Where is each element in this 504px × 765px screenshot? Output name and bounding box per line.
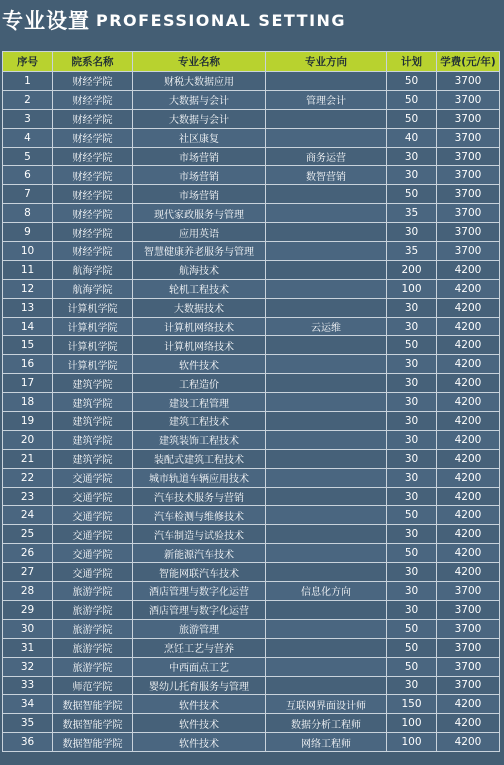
cell-department: 计算机学院 [53, 336, 133, 355]
table-row [3, 430, 500, 449]
table-row [3, 355, 500, 374]
cell-direction [266, 336, 387, 355]
cell-department: 财经学院 [53, 109, 133, 128]
cell-plan: 50 [387, 619, 437, 638]
cell-plan: 100 [387, 279, 437, 298]
cell-tuition: 4200 [437, 279, 500, 298]
cell-tuition: 3700 [437, 72, 500, 91]
cell-index: 23 [3, 487, 53, 506]
cell-department: 航海学院 [53, 279, 133, 298]
cell-major: 新能源汽车技术 [133, 544, 266, 563]
table-row [3, 733, 500, 752]
cell-index: 19 [3, 412, 53, 431]
cell-direction: 管理会计 [266, 90, 387, 109]
cell-plan: 30 [387, 223, 437, 242]
cell-index: 2 [3, 90, 53, 109]
cell-direction [266, 204, 387, 223]
cell-direction [266, 525, 387, 544]
cell-plan: 50 [387, 336, 437, 355]
cell-plan: 200 [387, 260, 437, 279]
cell-index: 15 [3, 336, 53, 355]
cell-direction [266, 279, 387, 298]
table-row [3, 393, 500, 412]
cell-major: 计算机网络技术 [133, 317, 266, 336]
cell-plan: 30 [387, 582, 437, 601]
cell-plan: 30 [387, 600, 437, 619]
cell-major: 中西面点工艺 [133, 657, 266, 676]
cell-plan: 150 [387, 695, 437, 714]
table-row [3, 242, 500, 261]
cell-plan: 30 [387, 393, 437, 412]
cell-major: 智能网联汽车技术 [133, 563, 266, 582]
cell-department: 师范学院 [53, 676, 133, 695]
table-row [3, 185, 500, 204]
cell-index: 10 [3, 242, 53, 261]
cell-department: 旅游学院 [53, 638, 133, 657]
cell-index: 21 [3, 449, 53, 468]
cell-department: 财经学院 [53, 147, 133, 166]
cell-index: 17 [3, 374, 53, 393]
cell-tuition: 3700 [437, 242, 500, 261]
cell-department: 交通学院 [53, 563, 133, 582]
cell-index: 27 [3, 563, 53, 582]
cell-direction [266, 430, 387, 449]
cell-department: 建筑学院 [53, 449, 133, 468]
cell-major: 工程造价 [133, 374, 266, 393]
cell-direction [266, 544, 387, 563]
cell-tuition: 4200 [437, 355, 500, 374]
header-tuition: 学费(元/年) [437, 52, 500, 72]
cell-index: 22 [3, 468, 53, 487]
cell-department: 财经学院 [53, 223, 133, 242]
table-row [3, 563, 500, 582]
cell-department: 计算机学院 [53, 317, 133, 336]
header-direction: 专业方向 [266, 52, 387, 72]
table-row [3, 109, 500, 128]
cell-major: 城市轨道车辆应用技术 [133, 468, 266, 487]
major-table [2, 51, 500, 752]
cell-plan: 40 [387, 128, 437, 147]
cell-direction [266, 600, 387, 619]
cell-direction [266, 355, 387, 374]
cell-tuition: 3700 [437, 619, 500, 638]
cell-department: 建筑学院 [53, 412, 133, 431]
cell-major: 装配式建筑工程技术 [133, 449, 266, 468]
cell-department: 旅游学院 [53, 657, 133, 676]
cell-index: 31 [3, 638, 53, 657]
table-row [3, 260, 500, 279]
cell-index: 7 [3, 185, 53, 204]
table-row [3, 72, 500, 91]
table-row [3, 506, 500, 525]
table-row [3, 223, 500, 242]
cell-department: 财经学院 [53, 242, 133, 261]
cell-plan: 100 [387, 714, 437, 733]
cell-plan: 50 [387, 506, 437, 525]
cell-tuition: 3700 [437, 90, 500, 109]
cell-tuition: 4200 [437, 544, 500, 563]
cell-major: 财税大数据应用 [133, 72, 266, 91]
cell-major: 汽车检测与维修技术 [133, 506, 266, 525]
cell-index: 1 [3, 72, 53, 91]
cell-index: 33 [3, 676, 53, 695]
cell-plan: 30 [387, 487, 437, 506]
cell-tuition: 3700 [437, 147, 500, 166]
table-row [3, 90, 500, 109]
cell-major: 大数据技术 [133, 298, 266, 317]
cell-department: 建筑学院 [53, 374, 133, 393]
cell-tuition: 4200 [437, 468, 500, 487]
table-row [3, 676, 500, 695]
cell-plan: 30 [387, 166, 437, 185]
table-row [3, 695, 500, 714]
cell-tuition: 4200 [437, 412, 500, 431]
cell-tuition: 3700 [437, 600, 500, 619]
cell-major: 汽车制造与试验技术 [133, 525, 266, 544]
table-row [3, 638, 500, 657]
cell-plan: 30 [387, 676, 437, 695]
cell-major: 建筑工程技术 [133, 412, 266, 431]
cell-plan: 30 [387, 317, 437, 336]
table-row [3, 714, 500, 733]
cell-direction: 云运维 [266, 317, 387, 336]
cell-major: 大数据与会计 [133, 90, 266, 109]
cell-tuition: 3700 [437, 657, 500, 676]
page-title [2, 5, 346, 35]
cell-direction [266, 260, 387, 279]
cell-direction [266, 374, 387, 393]
cell-major: 计算机网络技术 [133, 336, 266, 355]
cell-major: 酒店管理与数字化运营 [133, 582, 266, 601]
cell-department: 交通学院 [53, 525, 133, 544]
cell-tuition: 4200 [437, 336, 500, 355]
cell-major: 建筑装饰工程技术 [133, 430, 266, 449]
table-row [3, 298, 500, 317]
cell-index: 11 [3, 260, 53, 279]
cell-direction: 网络工程师 [266, 733, 387, 752]
cell-direction [266, 393, 387, 412]
cell-department: 计算机学院 [53, 298, 133, 317]
cell-direction [266, 638, 387, 657]
cell-department: 数据智能学院 [53, 714, 133, 733]
cell-department: 建筑学院 [53, 430, 133, 449]
cell-tuition: 4200 [437, 449, 500, 468]
cell-index: 9 [3, 223, 53, 242]
cell-index: 13 [3, 298, 53, 317]
cell-index: 8 [3, 204, 53, 223]
cell-tuition: 4200 [437, 733, 500, 752]
cell-plan: 50 [387, 544, 437, 563]
cell-department: 财经学院 [53, 72, 133, 91]
cell-department: 财经学院 [53, 166, 133, 185]
table-row [3, 544, 500, 563]
cell-major: 社区康复 [133, 128, 266, 147]
cell-direction [266, 128, 387, 147]
cell-major: 软件技术 [133, 714, 266, 733]
cell-tuition: 3700 [437, 128, 500, 147]
cell-direction: 商务运营 [266, 147, 387, 166]
cell-major: 软件技术 [133, 733, 266, 752]
cell-department: 财经学院 [53, 128, 133, 147]
cell-department: 旅游学院 [53, 582, 133, 601]
cell-major: 软件技术 [133, 355, 266, 374]
title-chinese: 专业设置 [2, 9, 90, 33]
cell-direction: 数智营销 [266, 166, 387, 185]
cell-index: 20 [3, 430, 53, 449]
cell-major: 市场营销 [133, 147, 266, 166]
cell-tuition: 3700 [437, 223, 500, 242]
cell-plan: 30 [387, 374, 437, 393]
header-plan: 计划 [387, 52, 437, 72]
cell-major: 现代家政服务与管理 [133, 204, 266, 223]
header-department: 院系名称 [53, 52, 133, 72]
cell-tuition: 4200 [437, 317, 500, 336]
cell-major: 软件技术 [133, 695, 266, 714]
cell-plan: 50 [387, 72, 437, 91]
cell-tuition: 4200 [437, 714, 500, 733]
cell-index: 30 [3, 619, 53, 638]
cell-index: 5 [3, 147, 53, 166]
cell-plan: 50 [387, 638, 437, 657]
cell-tuition: 3700 [437, 185, 500, 204]
cell-direction [266, 223, 387, 242]
cell-tuition: 4200 [437, 695, 500, 714]
cell-direction [266, 109, 387, 128]
cell-department: 数据智能学院 [53, 695, 133, 714]
cell-index: 6 [3, 166, 53, 185]
table-row [3, 374, 500, 393]
cell-index: 34 [3, 695, 53, 714]
cell-plan: 30 [387, 525, 437, 544]
cell-direction: 数据分析工程师 [266, 714, 387, 733]
cell-tuition: 4200 [437, 393, 500, 412]
cell-department: 财经学院 [53, 185, 133, 204]
cell-index: 29 [3, 600, 53, 619]
cell-department: 计算机学院 [53, 355, 133, 374]
cell-major: 婴幼儿托育服务与管理 [133, 676, 266, 695]
cell-index: 14 [3, 317, 53, 336]
cell-plan: 50 [387, 109, 437, 128]
cell-major: 应用英语 [133, 223, 266, 242]
cell-index: 32 [3, 657, 53, 676]
cell-direction [266, 657, 387, 676]
cell-department: 交通学院 [53, 544, 133, 563]
cell-major: 烹饪工艺与营养 [133, 638, 266, 657]
cell-tuition: 3700 [437, 109, 500, 128]
cell-tuition: 4200 [437, 525, 500, 544]
cell-plan: 30 [387, 449, 437, 468]
cell-department: 旅游学院 [53, 619, 133, 638]
cell-major: 市场营销 [133, 185, 266, 204]
cell-direction: 信息化方向 [266, 582, 387, 601]
cell-index: 12 [3, 279, 53, 298]
table-row [3, 468, 500, 487]
cell-plan: 30 [387, 563, 437, 582]
cell-tuition: 4200 [437, 487, 500, 506]
cell-tuition: 3700 [437, 166, 500, 185]
cell-tuition: 3700 [437, 638, 500, 657]
cell-plan: 50 [387, 185, 437, 204]
cell-department: 航海学院 [53, 260, 133, 279]
cell-tuition: 4200 [437, 430, 500, 449]
cell-direction [266, 72, 387, 91]
header-index: 序号 [3, 52, 53, 72]
cell-direction [266, 563, 387, 582]
cell-index: 36 [3, 733, 53, 752]
table-row [3, 487, 500, 506]
header-major: 专业名称 [133, 52, 266, 72]
cell-plan: 35 [387, 204, 437, 223]
cell-direction [266, 185, 387, 204]
cell-major: 汽车技术服务与营销 [133, 487, 266, 506]
cell-tuition: 4200 [437, 374, 500, 393]
cell-plan: 30 [387, 355, 437, 374]
cell-index: 16 [3, 355, 53, 374]
cell-major: 酒店管理与数字化运营 [133, 600, 266, 619]
cell-direction [266, 506, 387, 525]
cell-department: 旅游学院 [53, 600, 133, 619]
cell-index: 4 [3, 128, 53, 147]
cell-plan: 30 [387, 468, 437, 487]
cell-plan: 100 [387, 733, 437, 752]
cell-direction [266, 242, 387, 261]
cell-department: 财经学院 [53, 90, 133, 109]
cell-index: 25 [3, 525, 53, 544]
table-row [3, 204, 500, 223]
cell-tuition: 3700 [437, 204, 500, 223]
table-row [3, 449, 500, 468]
cell-index: 28 [3, 582, 53, 601]
table-row [3, 619, 500, 638]
table-row [3, 166, 500, 185]
cell-plan: 35 [387, 242, 437, 261]
table-row [3, 412, 500, 431]
title-english: PROFESSIONAL SETTING [96, 10, 347, 30]
cell-major: 智慧健康养老服务与管理 [133, 242, 266, 261]
cell-tuition: 4200 [437, 506, 500, 525]
cell-index: 35 [3, 714, 53, 733]
cell-direction [266, 412, 387, 431]
cell-direction [266, 298, 387, 317]
cell-major: 大数据与会计 [133, 109, 266, 128]
table-header-row [3, 52, 500, 72]
cell-index: 24 [3, 506, 53, 525]
table-row [3, 128, 500, 147]
cell-direction [266, 449, 387, 468]
cell-plan: 30 [387, 412, 437, 431]
cell-direction: 互联网界面设计师 [266, 695, 387, 714]
cell-department: 建筑学院 [53, 393, 133, 412]
table-row [3, 147, 500, 166]
cell-plan: 30 [387, 298, 437, 317]
cell-plan: 30 [387, 147, 437, 166]
table-row [3, 336, 500, 355]
cell-tuition: 4200 [437, 298, 500, 317]
table-row [3, 600, 500, 619]
cell-department: 数据智能学院 [53, 733, 133, 752]
cell-direction [266, 487, 387, 506]
table-row [3, 582, 500, 601]
cell-department: 财经学院 [53, 204, 133, 223]
cell-plan: 30 [387, 430, 437, 449]
cell-index: 18 [3, 393, 53, 412]
cell-plan: 50 [387, 90, 437, 109]
cell-department: 交通学院 [53, 506, 133, 525]
cell-major: 建设工程管理 [133, 393, 266, 412]
cell-tuition: 3700 [437, 676, 500, 695]
table-row [3, 525, 500, 544]
cell-direction [266, 676, 387, 695]
cell-index: 26 [3, 544, 53, 563]
cell-department: 交通学院 [53, 468, 133, 487]
table-row [3, 657, 500, 676]
cell-direction [266, 468, 387, 487]
table-row [3, 279, 500, 298]
cell-major: 航海技术 [133, 260, 266, 279]
cell-plan: 50 [387, 657, 437, 676]
cell-tuition: 4200 [437, 260, 500, 279]
cell-major: 市场营销 [133, 166, 266, 185]
cell-direction [266, 619, 387, 638]
table-row [3, 317, 500, 336]
cell-major: 轮机工程技术 [133, 279, 266, 298]
cell-department: 交通学院 [53, 487, 133, 506]
cell-index: 3 [3, 109, 53, 128]
cell-major: 旅游管理 [133, 619, 266, 638]
cell-tuition: 3700 [437, 582, 500, 601]
cell-tuition: 4200 [437, 563, 500, 582]
